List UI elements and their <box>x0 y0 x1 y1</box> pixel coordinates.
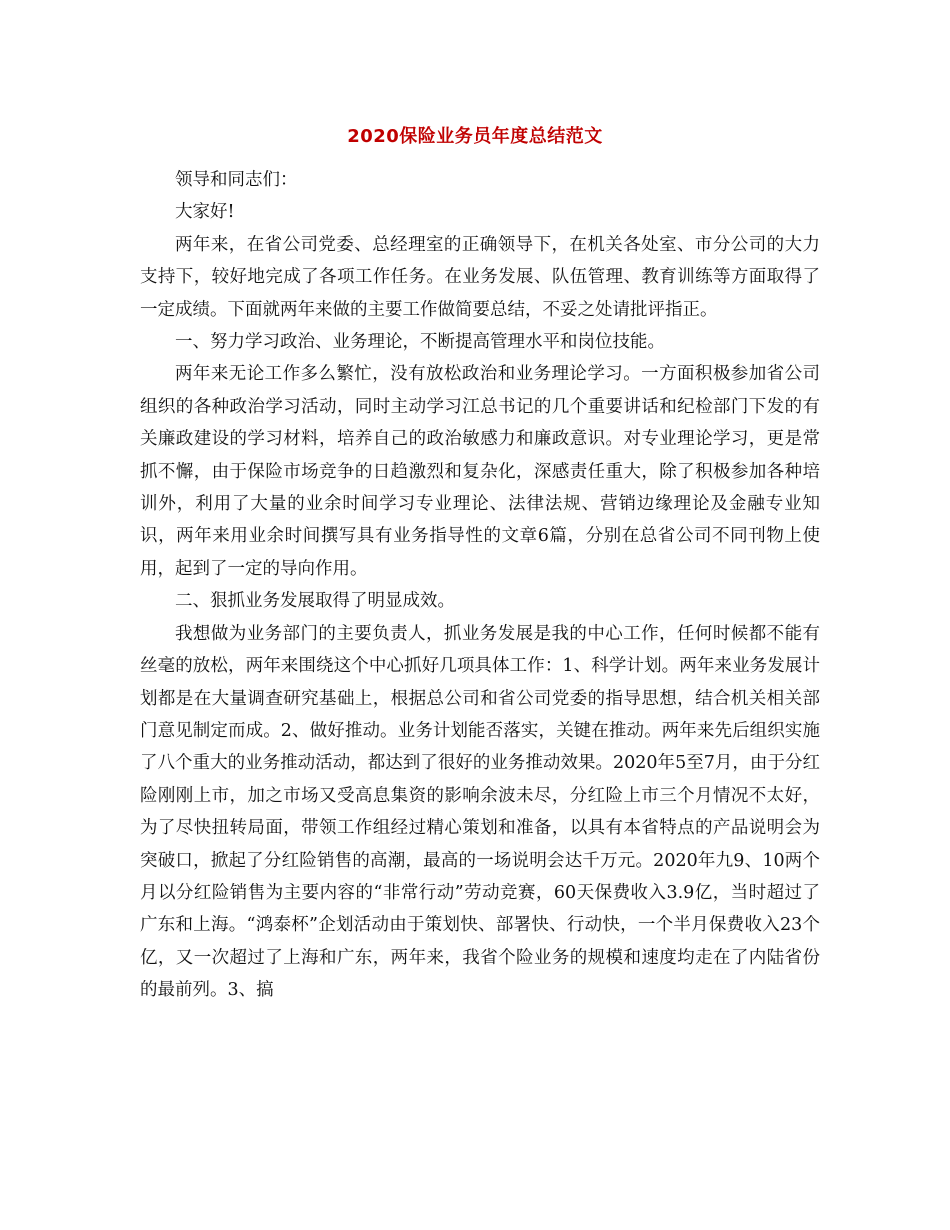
paragraph-greeting: 大家好! <box>175 202 235 223</box>
section-heading-1: 一、努力学习政治、业务理论，不断提高管理水平和岗位技能。 <box>175 332 665 353</box>
document-body <box>140 164 820 1007</box>
section-heading-2: 二、狠抓业务发展取得了明显成效。 <box>175 591 455 612</box>
paragraph-salutation: 领导和同志们： <box>175 170 298 190</box>
paragraph-business: 我想做为业务部门的主要负责人，抓业务发展是我的中心工作，任何时候都不能有丝毫的放松，两年来围绕这个中心抓好几项具体工作：1、科学计划。两年来业务发展计划都是在大量调查研究基础上，根据总公司和省公司党委的指导思想，结合机关相关部门意见制定而成。2、做好推动。业务计划能否落实，关键在推动。两年来先后组织实施了八个重大的业务推动活动，都达到了很好的业务推动效果。2020年5至7月，由于分红险刚刚上市，加之市场又受高息集资的影响余波未尽，分红险上市三个月情况不太好，为了尽快扭转局面，带领工作组经过精心策划和准备，以具有本省特点的产品说明会为突破口，掀起了分红险销售的高潮，最高的一场说明会达千万元。2020年九9、10两个月以分红险销售为主要内容的“非常行动”劳动竞赛，60天保费收入3.9亿，当时超过了广东和上海。“鸿泰杯”企划活动由于策划快、部署快、行动快，一个半月保费收入23个亿，又一次超过了上海和广东，两年来，我省个险业务的规模和速度均走在了内陆省份的最前列。3、搞 <box>140 623 820 1001</box>
paragraph-intro: 两年来，在省公司党委、总经理室的正确领导下，在机关各处室、市分公司的大力支持下，较好地完成了各项工作任务。在业务发展、队伍管理、教育训练等方面取得了一定成绩。下面就两年来做的主要工作做简要总结，不妥之处请批评指正。 <box>140 234 820 320</box>
paragraph-study: 两年来无论工作多么繁忙，没有放松政治和业务理论学习。一方面积极参加省公司组织的各种政治学习活动，同时主动学习江总书记的几个重要讲话和纪检部门下发的有关廉政建设的学习材料，培养自己的政治敏感力和廉政意识。对专业理论学习，更是常抓不懈，由于保险市场竞争的日趋激烈和复杂化，深感责任重大，除了积极参加各种培训外，利用了大量的业余时间学习专业理论、法律法规、营销边缘理论及金融专业知识，两年来用业余时间撰写具有业务指导性的文章6篇，分别在总省公司不同刊物上使用，起到了一定的导向作用。 <box>140 364 820 579</box>
document-title: 2020保险业务员年度总结范文 <box>347 126 603 147</box>
